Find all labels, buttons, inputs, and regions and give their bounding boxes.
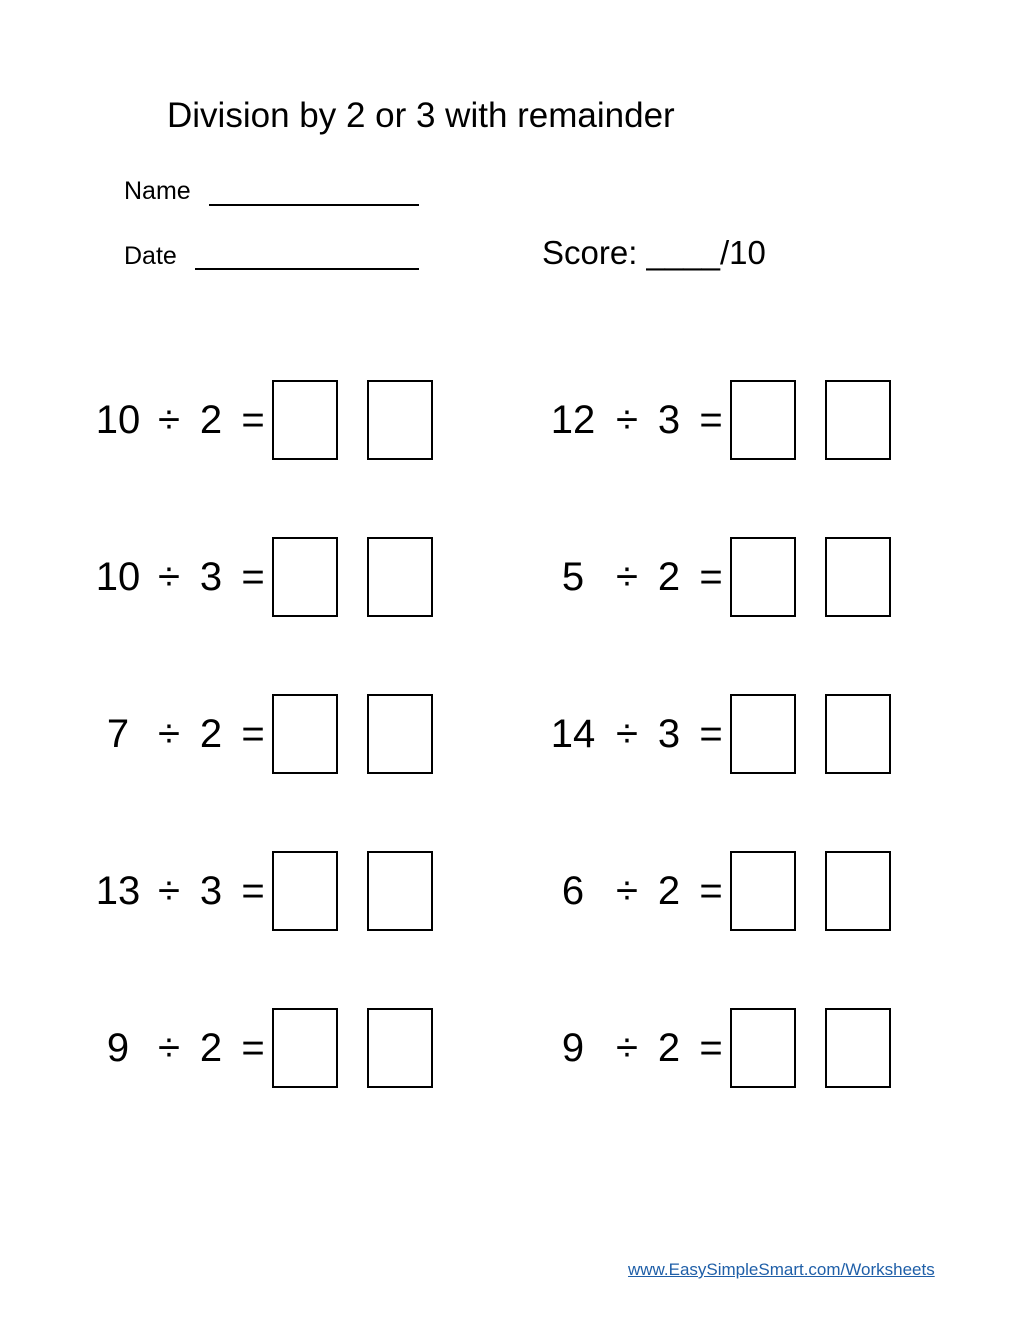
dividend: 9 [106, 1026, 130, 1070]
remainder-answer-box[interactable] [367, 380, 433, 460]
quotient-answer-box[interactable] [272, 537, 338, 617]
remainder-answer-box[interactable] [825, 380, 891, 460]
problem [90, 380, 490, 460]
problem [90, 851, 490, 931]
divisor: 2 [657, 1026, 681, 1070]
division-sign: ÷ [616, 555, 638, 599]
quotient-answer-box[interactable] [730, 380, 796, 460]
divisor: 2 [199, 398, 223, 442]
equals-sign: = [241, 398, 265, 442]
division-sign: ÷ [616, 398, 638, 442]
quotient-answer-box[interactable] [730, 694, 796, 774]
remainder-answer-box[interactable] [825, 851, 891, 931]
date-line[interactable] [195, 268, 419, 270]
remainder-answer-box[interactable] [825, 694, 891, 774]
name-line[interactable] [209, 204, 419, 206]
divisor: 3 [199, 869, 223, 913]
problem [545, 851, 945, 931]
problem [90, 694, 490, 774]
divisor: 2 [657, 555, 681, 599]
division-sign: ÷ [616, 1026, 638, 1070]
problem [545, 380, 945, 460]
dividend: 9 [561, 1026, 585, 1070]
problem [545, 1008, 945, 1088]
dividend: 13 [95, 869, 141, 913]
dividend: 7 [106, 712, 130, 756]
division-sign: ÷ [158, 555, 180, 599]
problem [90, 1008, 490, 1088]
division-sign: ÷ [158, 1026, 180, 1070]
dividend: 12 [550, 398, 596, 442]
equals-sign: = [241, 1026, 265, 1070]
website-link[interactable]: www.EasySimpleSmart.com/Worksheets [628, 1260, 935, 1279]
equals-sign: = [699, 398, 723, 442]
dividend: 10 [95, 398, 141, 442]
divisor: 3 [199, 555, 223, 599]
worksheet-title: Division by 2 or 3 with remainder [167, 96, 675, 135]
remainder-answer-box[interactable] [367, 694, 433, 774]
division-sign: ÷ [158, 398, 180, 442]
quotient-answer-box[interactable] [730, 537, 796, 617]
equals-sign: = [699, 712, 723, 756]
division-sign: ÷ [158, 712, 180, 756]
remainder-answer-box[interactable] [367, 1008, 433, 1088]
problem [90, 537, 490, 617]
quotient-answer-box[interactable] [272, 694, 338, 774]
equals-sign: = [241, 712, 265, 756]
quotient-answer-box[interactable] [272, 851, 338, 931]
problem [545, 694, 945, 774]
score-label: Score: ____/10 [542, 234, 766, 271]
remainder-answer-box[interactable] [367, 537, 433, 617]
equals-sign: = [241, 869, 265, 913]
divisor: 2 [199, 1026, 223, 1070]
name-label: Name [124, 177, 191, 205]
remainder-answer-box[interactable] [825, 1008, 891, 1088]
equals-sign: = [241, 555, 265, 599]
quotient-answer-box[interactable] [272, 380, 338, 460]
divisor: 2 [657, 869, 681, 913]
equals-sign: = [699, 1026, 723, 1070]
equals-sign: = [699, 555, 723, 599]
divisor: 3 [657, 398, 681, 442]
division-sign: ÷ [616, 712, 638, 756]
remainder-answer-box[interactable] [367, 851, 433, 931]
problem [545, 537, 945, 617]
dividend: 10 [95, 555, 141, 599]
divisor: 2 [199, 712, 223, 756]
dividend: 14 [550, 712, 596, 756]
equals-sign: = [699, 869, 723, 913]
quotient-answer-box[interactable] [272, 1008, 338, 1088]
division-sign: ÷ [158, 869, 180, 913]
quotient-answer-box[interactable] [730, 851, 796, 931]
division-sign: ÷ [616, 869, 638, 913]
dividend: 5 [561, 555, 585, 599]
date-label: Date [124, 242, 177, 270]
divisor: 3 [657, 712, 681, 756]
dividend: 6 [561, 869, 585, 913]
remainder-answer-box[interactable] [825, 537, 891, 617]
quotient-answer-box[interactable] [730, 1008, 796, 1088]
